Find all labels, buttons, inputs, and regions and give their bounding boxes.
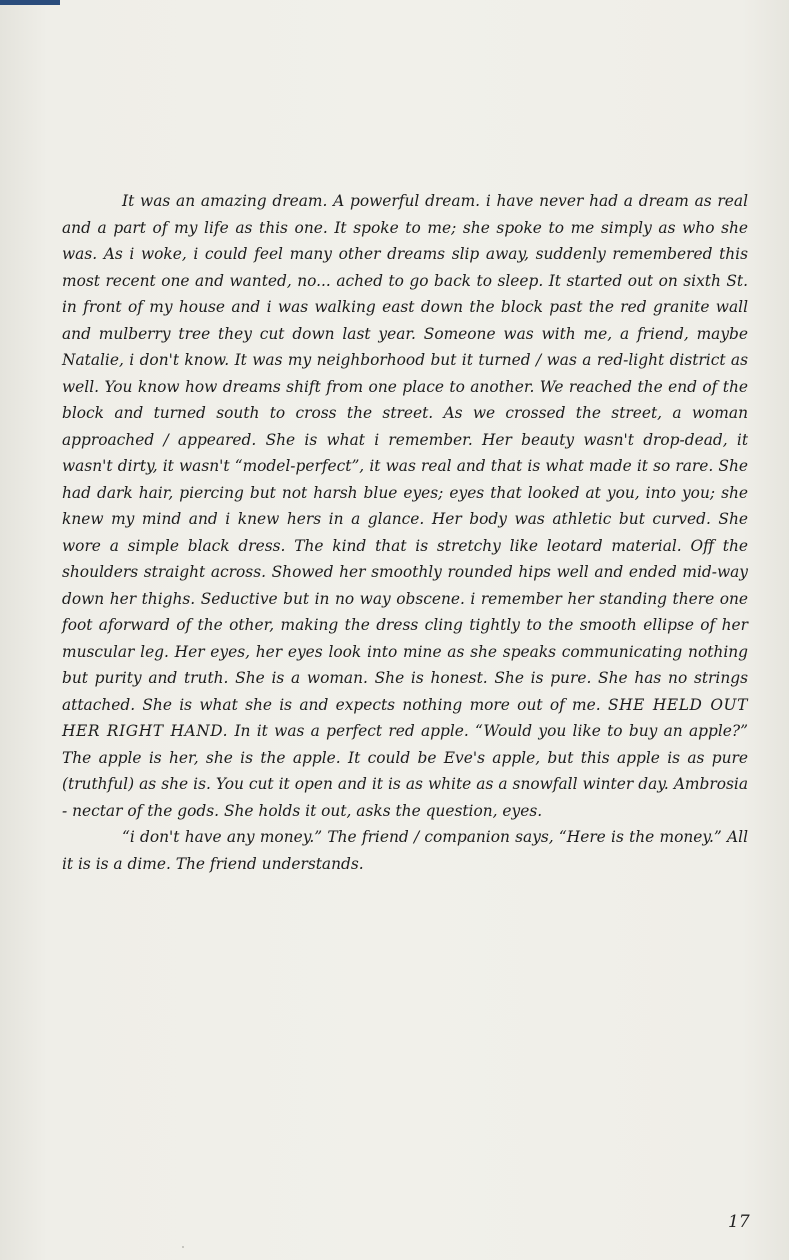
emphasis-caps: SHE HELD OUT HER RIGHT HAND.: [62, 695, 748, 740]
paper-speck: [182, 1246, 184, 1248]
body-text: [62, 188, 748, 877]
paragraph-1-continuation: In it was a perfect red apple. “Would you like to buy an apple?” The apple is her, she is the apple. It could be Eve's apple, but this apple is as pure (truthful) as she is. You cut it open and it is as white as a snowfall winter day. Ambrosia - nectar of the gods. She holds it out, asks the question, eyes.: [62, 722, 748, 820]
paragraph-2: “i don't have any money.” The friend / companion says, “Here is the money.” All it is is a dime. The friend understands.: [62, 828, 748, 873]
paragraph-1-text: It was an amazing dream. A powerful dream. i have never had a dream as real and a part of my life as this one. It spoke to me; she spoke to me simply as who she was. As i woke, i could feel many other dreams slip away, suddenly remembered this most recent one and wanted, no... ached to go back to sleep. It started out on sixth St. in front of my house and i was walking east down the block past the red granite wall and mulberry tree they cut down last year. Someone was with me, a friend, maybe Natalie, i don't know. It was my neighborhood but it turned / was a red-light district as well. You know how dreams shift from one place to another. We reached the end of the block and turned south to cross the street. As we crossed the street, a woman approached / appeared. She is what i remember. Her beauty wasn't drop-dead, it wasn't dirty, it wasn't “model-perfect”, it was real and that is what made it so rare. She had dark hair, piercing but not harsh blue eyes; eyes that looked at you, into you; she knew my mind and i knew hers in a glance. Her body was athletic but curved. She wore a simple black dress. The kind that is stretchy like leotard material. Off the shoulders straight across. Showed her smoothly rounded hips well and ended mid-way down her thighs. Seductive but in no way obscene. i remember her standing there one foot aforward of the other, making the dress cling tightly to the smooth ellipse of her muscular leg. Her eyes, her eyes look into mine as she speaks communicating nothing but purity and truth. She is a woman. She is honest. She is pure. She has no strings attached. She is what she is and expects nothing more out of me.: [62, 192, 748, 714]
scan-edge-mark: [0, 0, 60, 5]
page-number: 17: [728, 1212, 750, 1232]
paragraph-1: [62, 188, 748, 824]
